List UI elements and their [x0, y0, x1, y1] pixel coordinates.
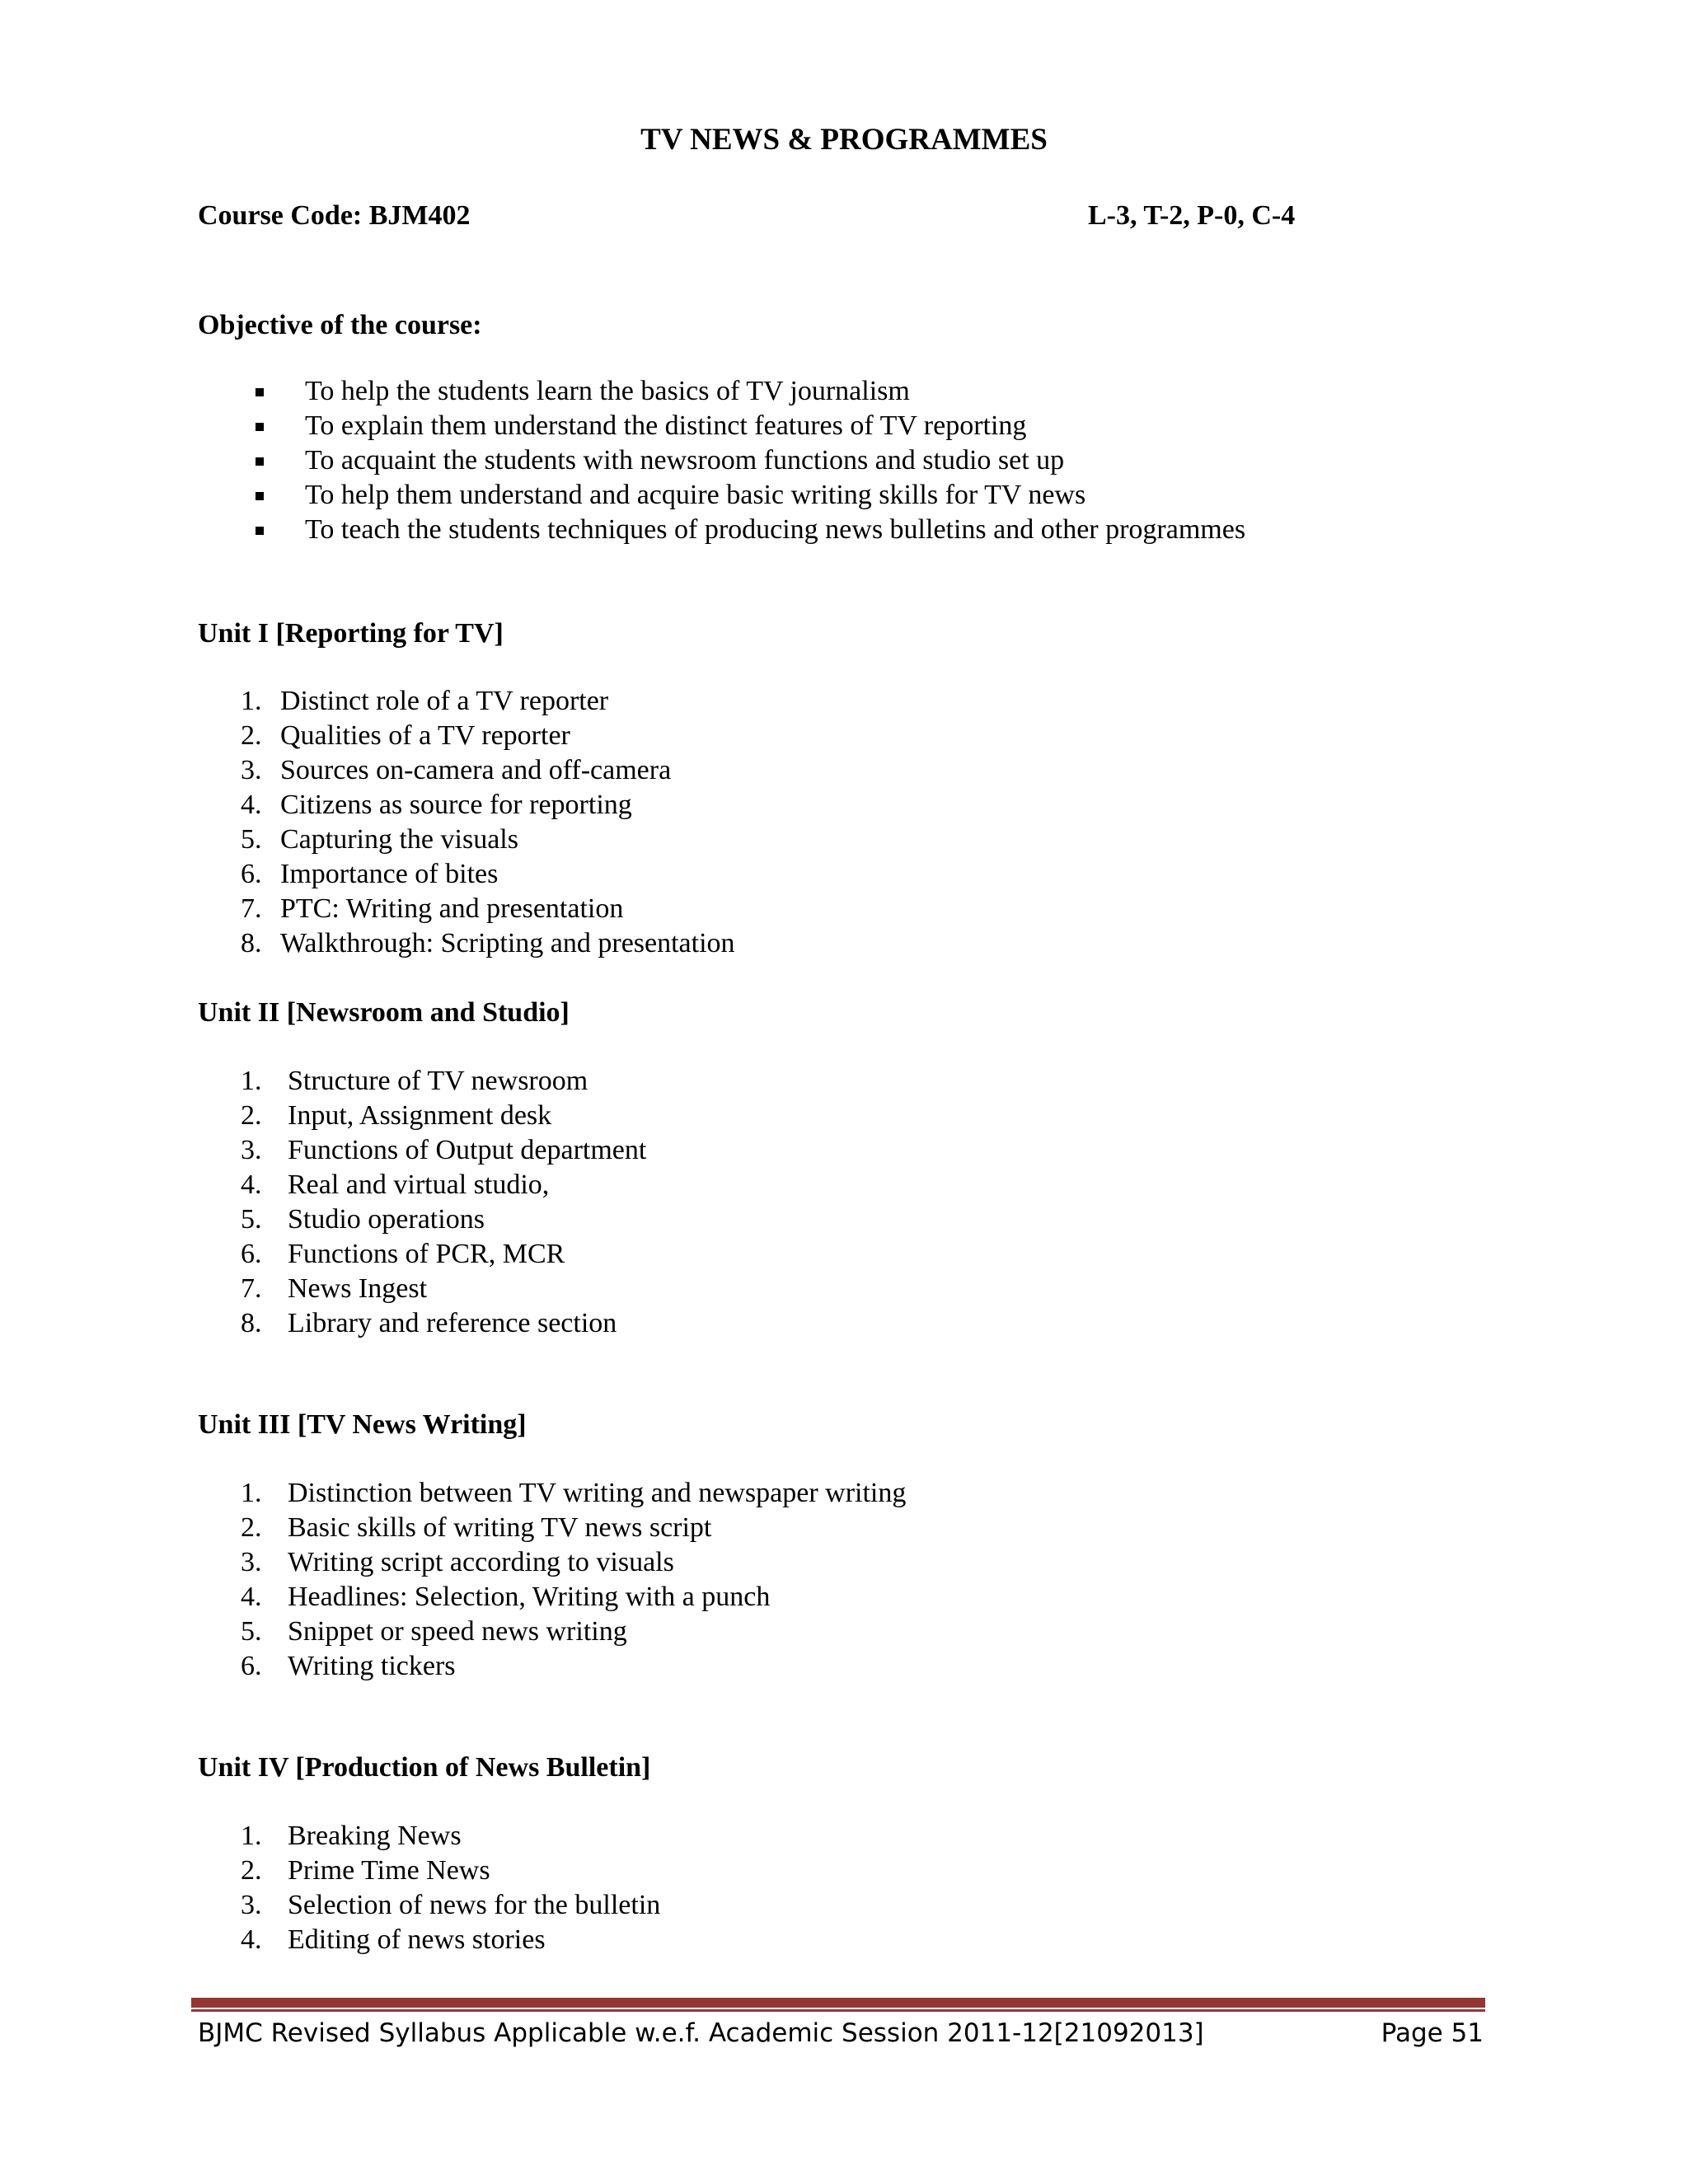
course-credits: L-3, T-2, P-0, C-4 [1088, 200, 1296, 231]
footer-divider-thin [191, 2009, 1485, 2012]
document-page: TV NEWS & PROGRAMMES Course Code: BJM402 L-3, T-2, P-0, C-4 Objective of the course: To help the students learn the basics of TV journalism To explain them understand the distinct features of TV reporting To acquaint the students with newsroom functions and studio set up To help them understand and acquire basic writing skills for TV news To teach the students techniques of producing news bulletins and other programmes Unit I [Reporting for TV] 1. Distinct role of a TV reporter 2. Qualities of a TV reporter 3. Sources on-camera and off-camera 4. Citizens as source for reporting 5. Capturing the visuals 6. Importance of bites 7. PTC: Writing and presentation 8. Walkthrough: Scripting and presentation Unit II [Newsroom and Studio] 1. Structure of TV newsroom 2. Input, Assignment desk 3. Functions of Output department 4. Real and virtual studio, 5. Studio operations 6. Functions of PCR, MCR 7. News Ingest 8. Library and reference section Unit III [TV News Writing] 1. Distinction between TV writing and newspaper writing 2. Basic skills of writing TV news script 3. Writing script according to visuals 4. Headlines: Selection, Writing with a punch 5. Snippet or speed news writing 6. Writing tickers Unit IV [Production of News Bulletin] 1. Breaking News 2. Prime Time News 3. Selection of news for the bulletin 4. Editing of news stories BJMC Revised Syllabus Applicable w.e.f. Academic Session 2011-12[21092013] Page 51 [0, 0, 1688, 2184]
course-code-row [198, 198, 1319, 234]
unit-2-heading: Unit II [Newsroom and Studio] [198, 997, 570, 1028]
footer-divider [191, 1998, 1485, 2008]
bullet-square-icon [256, 423, 264, 431]
objective-list [0, 374, 1245, 547]
list-item: To explain them understand the distinct features of TV reporting [0, 409, 1245, 443]
page-footer [198, 2015, 1484, 2051]
list-item: To help them understand and acquire basic writing skills for TV news [0, 478, 1245, 513]
list-item: To help the students learn the basics of TV journalism [0, 374, 1245, 409]
bullet-square-icon [256, 388, 264, 396]
page-title: TV NEWS & PROGRAMMES [640, 123, 1048, 157]
objective-heading: Objective of the course: [198, 310, 482, 340]
course-code: Course Code: BJM402 [198, 200, 471, 231]
footer-text: BJMC Revised Syllabus Applicable w.e.f. Academic Session 2011-12[21092013] [198, 2018, 1204, 2048]
bullet-square-icon [256, 527, 264, 535]
bullet-square-icon [256, 457, 264, 466]
bullet-square-icon [256, 492, 264, 500]
list-item: To acquaint the students with newsroom functions and studio set up [0, 443, 1245, 478]
unit-1-heading: Unit I [Reporting for TV] [198, 618, 504, 649]
unit-3-heading: Unit III [TV News Writing] [198, 1409, 527, 1440]
unit-4-heading: Unit IV [Production of News Bulletin] [198, 1752, 651, 1783]
list-item: To teach the students techniques of producing news bulletins and other programmes [0, 513, 1245, 547]
page-number: Page 51 [1381, 2018, 1484, 2048]
